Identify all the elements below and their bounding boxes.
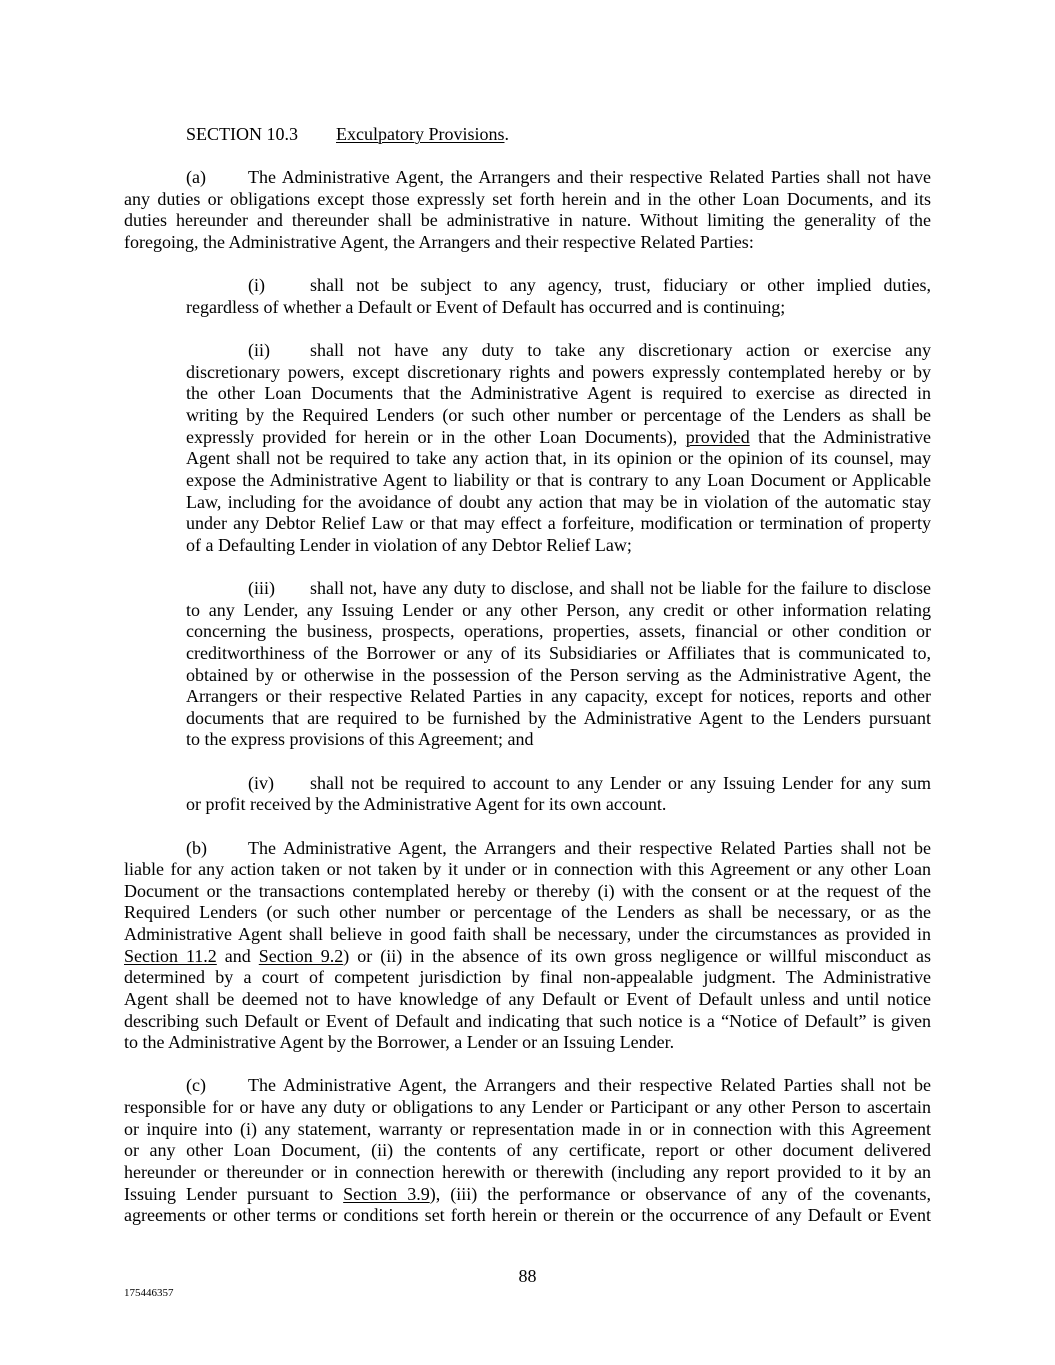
paragraph-a-ii-line-8 — [186, 492, 931, 514]
line-text: or profit received by the Administrative Agent for its own account. — [186, 794, 667, 815]
paragraph-a-iii-line-2 — [186, 600, 931, 622]
paragraph-a-ii-label: (ii) — [248, 340, 270, 361]
line-text: describing such Default or Event of Default and indicating that such notice is a “Notice of Default” is given — [124, 1010, 931, 1031]
paragraph-a-ii-line-3 — [186, 383, 931, 405]
paragraph-a-iii-line-6 — [186, 686, 931, 708]
cross-reference-section-11-2: Section 11.2 — [124, 945, 217, 966]
paragraph-a-i-label: (i) — [248, 275, 265, 296]
paragraph-a-ii-line-4 — [186, 405, 931, 427]
paragraph-a-iii-line-8 — [186, 729, 931, 751]
paragraph-a-line-3 — [124, 210, 931, 232]
paragraph-a-iii-line-5 — [186, 665, 931, 687]
line-text: Administrative Agent shall believe in good faith shall be necessary, under the circumstances as provided in — [124, 924, 931, 945]
paragraph-a-i-line-1 — [186, 275, 931, 297]
line-text: Agent shall be deemed not to have knowledge of any Default or Event of Default unless and until notice — [124, 988, 931, 1009]
paragraph-a-i — [186, 275, 931, 318]
paragraph-b-line-4 — [124, 902, 931, 924]
line-text: discretionary powers, except discretionary rights and powers expressly contemplated hereby or by — [186, 361, 931, 382]
paragraph-a-iv — [186, 773, 931, 816]
section-number: SECTION 10.3 — [186, 124, 298, 144]
paragraph-b-line-2 — [124, 859, 931, 881]
line-text: obtained by or otherwise in the possession of the Person serving as the Administrative Agent, the — [186, 664, 931, 685]
paragraph-c-line-2 — [124, 1097, 931, 1119]
paragraph-a-ii-line-1 — [186, 340, 931, 362]
line-text: the other Loan Documents that the Administrative Agent is required to exercise as directed in — [186, 383, 931, 404]
section-heading — [124, 124, 931, 146]
line-text: agreements or other terms or conditions set forth herein or therein or the occurrence of any Default or Event — [124, 1205, 931, 1226]
line-text: to any Lender, any Issuing Lender or any other Person, any credit or other information relating — [186, 599, 931, 620]
line-text: determined by a court of competent jurisdiction by final non-appealable judgment. The Administrative — [124, 967, 931, 988]
paragraph-c-line-6 — [124, 1184, 931, 1206]
paragraph-a-i-line-2 — [186, 297, 931, 319]
line-text: responsible for or have any duty or obligations to any Lender or Participant or any other Person to ascertain — [124, 1097, 931, 1118]
line-text: writing by the Required Lenders (or such other number or percentage of the Lenders as shall be — [186, 405, 931, 426]
line-text: Law, including for the avoidance of doubt any action that may be in violation of the automatic stay — [186, 491, 931, 512]
paragraph-b-line-8 — [124, 989, 931, 1011]
line-text: and — [216, 945, 259, 966]
provided-term: provided — [685, 426, 750, 447]
paragraph-a-ii — [186, 340, 931, 556]
paragraph-c-line-1 — [124, 1075, 931, 1097]
paragraph-a-line-1 — [124, 167, 931, 189]
paragraph-a-ii-line-6 — [186, 448, 931, 470]
paragraph-a-label: (a) — [186, 167, 206, 188]
line-text: expressly provided for herein or in the other Loan Documents), — [186, 426, 686, 447]
line-text: regardless of whether a Default or Event of Default has occurred and is continuing; — [186, 296, 786, 317]
line-text: or any other Loan Document, (ii) the contents of any certificate, report or other document delivered — [124, 1140, 931, 1161]
cross-reference-section-9-2: Section 9.2 — [258, 945, 344, 966]
line-text: shall not have any duty to take any discretionary action or exercise any — [310, 340, 931, 361]
paragraph-a-iii-line-1 — [186, 578, 931, 600]
paragraph-a-iii-label: (iii) — [248, 578, 275, 599]
paragraph-a-ii-line-2 — [186, 362, 931, 384]
line-text: hereunder or thereunder or in connection herewith or therewith (including any report provided to it by an — [124, 1161, 931, 1182]
section-title: Exculpatory Provisions — [336, 124, 505, 144]
paragraph-b-line-1 — [124, 838, 931, 860]
line-text: expose the Administrative Agent to liability or that is contrary to any Loan Document or Applicable — [186, 469, 931, 490]
line-text: shall not be subject to any agency, trust, fiduciary or other implied duties, — [310, 275, 931, 296]
line-text: to the express provisions of this Agreement; and — [186, 729, 534, 750]
line-text: liable for any action taken or not taken by it under or in connection with this Agreement or any other Loan — [124, 859, 931, 880]
line-text: any duties or obligations except those expressly set forth herein and in the other Loan Documents, and its — [124, 188, 931, 209]
line-text: Document or the transactions contemplated hereby or thereby (i) with the consent or at the request of the — [124, 880, 931, 901]
paragraph-a-iv-line-1 — [186, 773, 931, 795]
line-text: Arrangers or their respective Related Parties in any capacity, except for notices, reports and other — [186, 686, 931, 707]
paragraph-a-iii — [186, 578, 931, 751]
paragraph-a-ii-line-5 — [186, 427, 931, 449]
paragraph-a-line-4 — [124, 232, 931, 254]
line-text: foregoing, the Administrative Agent, the Arrangers and their respective Related Parties: — [124, 232, 754, 253]
paragraph-c — [124, 1075, 931, 1226]
line-text: ), (iii) the performance or observance of any of the covenants, — [429, 1183, 931, 1204]
paragraph-c-line-3 — [124, 1119, 931, 1141]
paragraph-b-line-5 — [124, 924, 931, 946]
line-text: The Administrative Agent, the Arrangers and their respective Related Parties shall not be — [248, 1075, 931, 1096]
paragraph-c-label: (c) — [186, 1075, 206, 1096]
line-text: that the Administrative — [749, 426, 931, 447]
section-title-period: . — [504, 124, 509, 144]
paragraph-a-ii-line-9 — [186, 513, 931, 535]
line-text: Issuing Lender pursuant to — [124, 1183, 344, 1204]
paragraph-b-line-7 — [124, 967, 931, 989]
line-text: Required Lenders (or such other number or percentage of the Lenders as shall be necessary, or as the — [124, 902, 931, 923]
paragraph-c-line-4 — [124, 1140, 931, 1162]
line-text: creditworthiness of the Borrower or any of its Subsidiaries or Affiliates that is communicated to, — [186, 642, 931, 663]
paragraph-b-label: (b) — [186, 837, 207, 858]
document-id: 175446357 — [124, 1287, 174, 1299]
paragraph-a-iii-line-7 — [186, 708, 931, 730]
paragraph-a-ii-line-10 — [186, 535, 931, 557]
paragraph-c-line-7 — [124, 1205, 931, 1227]
line-text: documents that are required to be furnished by the Administrative Agent to the Lenders pursuant — [186, 707, 931, 728]
page-number: 88 — [518, 1266, 537, 1286]
paragraph-a-iii-line-3 — [186, 621, 931, 643]
paragraph-a — [124, 167, 931, 254]
line-text: ) or (ii) in the absence of its own gross negligence or willful misconduct as — [343, 945, 931, 966]
paragraph-a-iv-label: (iv) — [248, 772, 274, 793]
line-text: to the Administrative Agent by the Borrower, a Lender or an Issuing Lender. — [124, 1032, 675, 1053]
line-text: shall not be required to account to any Lender or any Issuing Lender for any sum — [310, 772, 931, 793]
line-text: or inquire into (i) any statement, warranty or representation made in or in connection with this Agreement — [124, 1118, 931, 1139]
line-text: of a Defaulting Lender in violation of any Debtor Relief Law; — [186, 534, 632, 555]
line-text: The Administrative Agent, the Arrangers and their respective Related Parties shall not be — [248, 837, 931, 858]
line-text: The Administrative Agent, the Arrangers and their respective Related Parties shall not have — [248, 167, 931, 188]
page-body — [124, 124, 931, 1227]
line-text: concerning the business, prospects, operations, properties, assets, financial or other condition or — [186, 621, 931, 642]
paragraph-b-line-9 — [124, 1011, 931, 1033]
paragraph-c-line-5 — [124, 1162, 931, 1184]
line-text: under any Debtor Relief Law or that may effect a forfeiture, modification or termination of property — [186, 513, 931, 534]
line-text: duties hereunder and thereunder shall be administrative in nature. Without limiting the generality of the — [124, 210, 931, 231]
paragraph-b — [124, 838, 931, 1054]
paragraph-a-line-2 — [124, 189, 931, 211]
paragraph-b-line-3 — [124, 881, 931, 903]
cross-reference-section-3-9: Section 3.9 — [343, 1183, 430, 1204]
paragraph-b-line-10 — [124, 1032, 931, 1054]
line-text: shall not, have any duty to disclose, and shall not be liable for the failure to disclose — [310, 578, 931, 599]
paragraph-a-iii-line-4 — [186, 643, 931, 665]
paragraph-a-ii-line-7 — [186, 470, 931, 492]
line-text: Agent shall not be required to take any action that, in its opinion or the opinion of its counsel, may — [186, 448, 931, 469]
paragraph-a-iv-line-2 — [186, 794, 931, 816]
paragraph-b-line-6 — [124, 946, 931, 968]
